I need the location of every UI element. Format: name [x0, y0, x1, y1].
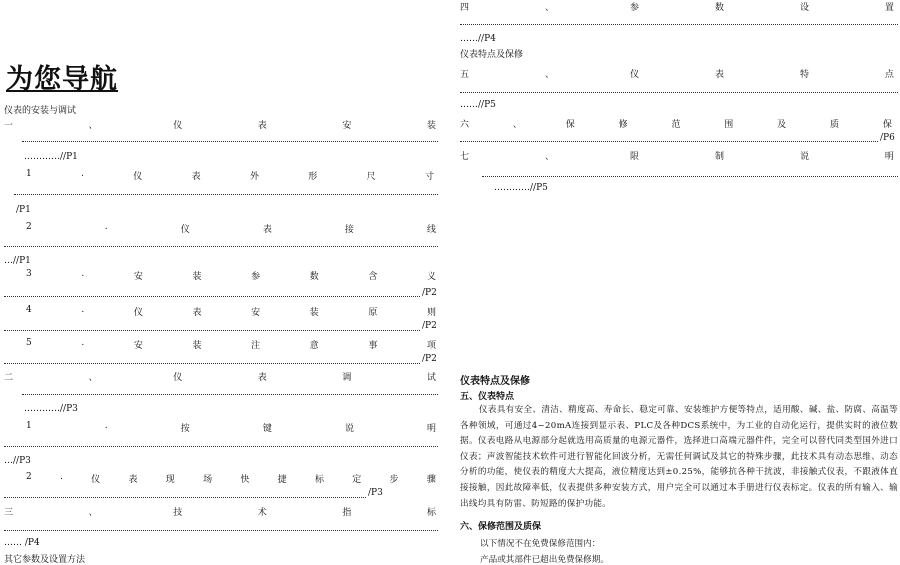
toc-leader — [482, 165, 898, 177]
toc-entry-label: 1 . 仪 表 外 形 尺 寸 — [26, 169, 434, 182]
toc-page: /P3 — [368, 488, 383, 498]
subsection-title: 五、仪表特点 — [460, 392, 515, 402]
toc-entry-label: 二 、 仪 表 调 试 — [4, 373, 436, 383]
toc-leader — [4, 519, 438, 531]
toc-entry-label: 五 、 仪 表 特 点 — [460, 70, 894, 80]
toc-entry[interactable] — [26, 338, 436, 351]
toc-page: …//P1 — [4, 256, 31, 266]
toc-entry-label: 七 、 限 制 说 明 — [460, 152, 894, 162]
toc-leader — [4, 486, 366, 498]
toc-entry[interactable] — [26, 305, 436, 318]
toc-page: …… /P4 — [4, 538, 40, 548]
toc-page: /P1 — [16, 205, 31, 215]
toc-entry-label: 一 、 仪 表 安 装 — [4, 121, 436, 131]
toc-entry[interactable] — [26, 169, 434, 182]
toc-leader — [4, 435, 438, 447]
toc-entry-label: 3 . 安 装 参 数 含 义 — [26, 269, 436, 282]
toc-right-subheading: 仪表特点及保修 — [460, 50, 524, 60]
toc-page: …………//P5 — [494, 183, 548, 193]
toc-page: ……//P4 — [460, 34, 496, 44]
toc-leader — [4, 285, 420, 297]
subsection-title: 六、保修范围及质保 — [460, 522, 542, 532]
toc-leader — [4, 319, 420, 331]
warranty-line: 以下情况不在免费保修范围内： — [480, 539, 601, 549]
toc-leader — [22, 130, 438, 142]
toc-entry-label: 2 . 仪 表 接 线 — [26, 222, 436, 235]
toc-heading: 仪表的安装与调试 — [4, 106, 77, 116]
page-title: 为您导航 — [6, 64, 118, 95]
toc-leader — [4, 352, 420, 364]
toc-page: …//P3 — [4, 456, 31, 466]
toc-entry[interactable] — [460, 0, 894, 13]
toc-entry-label: 四 、 参 数 设 置 — [460, 3, 894, 13]
toc-entry[interactable] — [26, 421, 436, 434]
toc-page: …………//P1 — [24, 152, 78, 162]
toc-entry[interactable] — [26, 269, 436, 282]
warranty-line: 产品或其部件已超出免费保修期。 — [480, 555, 609, 565]
toc-entry[interactable] — [26, 222, 436, 235]
toc-page: /P2 — [422, 321, 437, 331]
toc-entry-label: 5 . 安 装 注 意 事 项 — [26, 338, 436, 351]
toc-entry-label: 三 、 技 术 指 标 — [4, 508, 436, 518]
toc-leader — [460, 81, 898, 93]
toc-entry-label: 六 、 保 修 范 围 及 质 保 — [460, 120, 892, 130]
toc-leader — [22, 383, 438, 395]
toc-leader — [460, 13, 898, 25]
toc-leader — [460, 130, 878, 142]
toc-entry[interactable] — [460, 149, 894, 162]
toc-entry[interactable] — [26, 472, 436, 485]
toc-entry-label: 1 . 按 键 说 明 — [26, 421, 436, 434]
toc-leader — [4, 235, 438, 247]
toc-page: ……//P5 — [460, 100, 496, 110]
toc-page: /P2 — [422, 288, 437, 298]
toc-entry[interactable] — [460, 117, 892, 130]
toc-page: …………//P3 — [24, 404, 78, 414]
toc-page: /P2 — [422, 354, 437, 364]
toc-entry-label: 2 . 仪 表 现 场 快 捷 标 定 步 骤 — [26, 472, 436, 485]
toc-entry[interactable] — [4, 505, 436, 518]
toc-footer: 其它参数及设置方法 — [4, 555, 86, 565]
toc-entry[interactable] — [4, 370, 436, 383]
toc-entry-label: 4 . 仪 表 安 装 原 则 — [26, 305, 436, 318]
section-title: 仪表特点及保修 — [460, 376, 530, 387]
toc-leader — [14, 183, 438, 195]
toc-page: /P6 — [880, 133, 895, 143]
features-paragraph: 仪表具有安全、清洁、精度高、寿命长、稳定可靠、安装维护方便等特点，适用酸、碱、盐、防腐、高温等各种领域，可通过4~20mA连接到显示表、PLC及各种DCS系统中，为工业的自动化运行，提供实时的液位数据。仪表电路从电源部分起就选用高质量的电源元器件，选择进口高端元器件件，完全可以替代同类型国外进口仪表；声波智能技术软件可进行智能化回波分析，无需任何调试及其它的特殊步骤，此技术具有动态思维、动态分析的功能，使仪表的精度大大提高，液位精度达到±0.25%，能够抗各种干扰波，非接触式仪表，不跟液体直接接触，因此故障率低，仪表提供多种安装方式，用户完全可以通过本手册进行仪表标定。仪表的所有输入、输出线均具有防雷、防短路的保护功能。 — [460, 405, 898, 509]
toc-entry[interactable] — [460, 67, 894, 80]
